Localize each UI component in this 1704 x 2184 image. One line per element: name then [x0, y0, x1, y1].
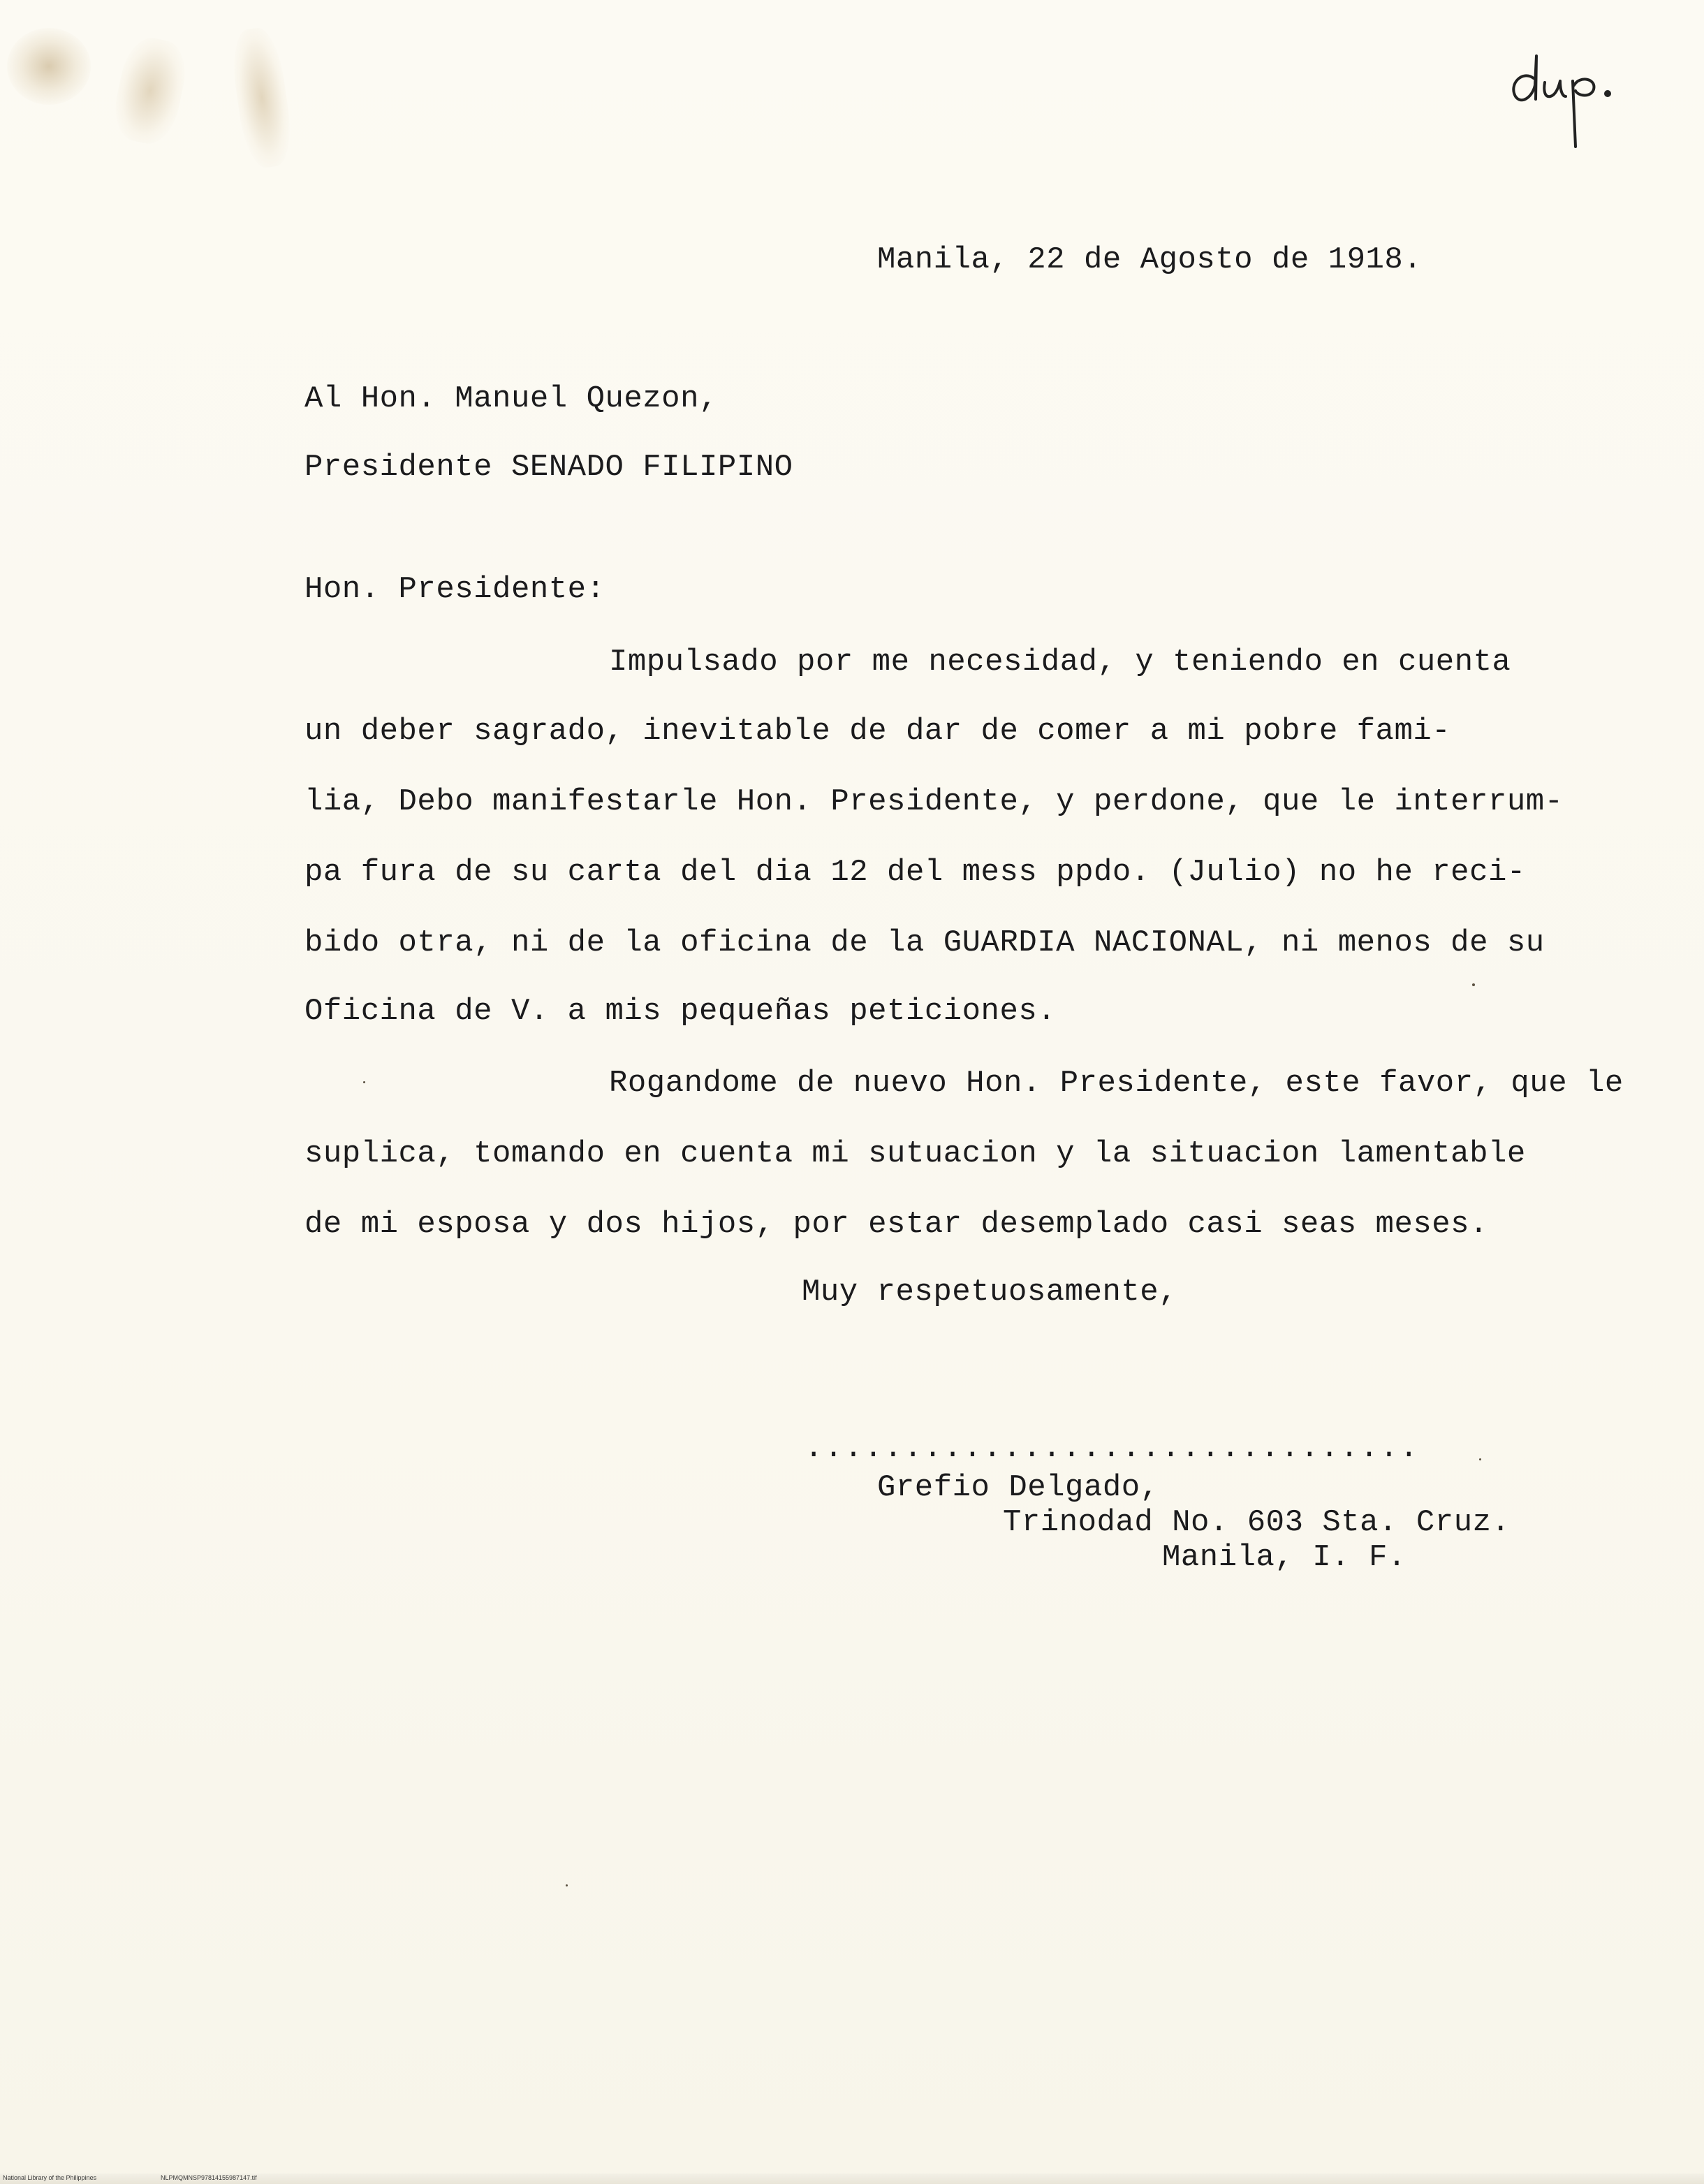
body-p2-line3: de mi esposa y dos hijos, por estar desemplado casi seas meses.: [304, 1207, 1488, 1242]
sender-name: Grefio Delgado,: [877, 1470, 1159, 1505]
signature-line: ...............................: [805, 1431, 1420, 1466]
archive-label: National Library of the Philippines: [3, 2174, 97, 2181]
body-p1-line6: Oficina de V. a mis pequeñas peticiones.: [304, 994, 1057, 1029]
speck: [363, 1081, 365, 1083]
annotation-text: dup.: [1501, 42, 1504, 43]
stain-streak-2: [228, 25, 295, 170]
addressee-title: Presidente SENADO FILIPINO: [304, 450, 793, 485]
sender-address-city: Manila, I. F.: [1162, 1540, 1406, 1575]
speck: [1472, 983, 1475, 986]
addressee-name: Al Hon. Manuel Quezon,: [304, 381, 718, 416]
stain-streak: [108, 33, 191, 148]
handwritten-annotation: [1501, 42, 1627, 161]
body-p1-line2: un deber sagrado, inevitable de dar de comer a mi pobre fami-: [304, 714, 1451, 749]
date-line: Manila, 22 de Agosto de 1918.: [877, 242, 1423, 277]
body-p1-line3: lia, Debo manifestarle Hon. Presidente, y perdone, que le interrum-: [304, 784, 1564, 819]
stain-spot: [7, 28, 91, 105]
speck: [1479, 1458, 1481, 1460]
sender-address-street: Trinodad No. 603 Sta. Cruz.: [1003, 1505, 1511, 1540]
body-p1-line5: bido otra, ni de la oficina de la GUARDIA NACIONAL, ni menos de su: [304, 925, 1545, 960]
closing: Muy respetuosamente,: [802, 1275, 1178, 1310]
body-p2-line2: suplica, tomando en cuenta mi sutuacion y la situacion lamentable: [304, 1136, 1526, 1171]
file-id: NLPMQMNSP97814155987147.tif: [161, 2174, 257, 2181]
speck: [566, 1884, 568, 1886]
body-p1-line4: pa fura de su carta del dia 12 del mess ppdo. (Julio) no he reci-: [304, 855, 1526, 890]
body-p2-line1: Rogandome de nuevo Hon. Presidente, este favor, que le: [609, 1066, 1624, 1101]
salutation: Hon. Presidente:: [304, 572, 605, 607]
body-p1-line1: Impulsado por me necesidad, y teniendo en cuenta: [609, 645, 1511, 680]
